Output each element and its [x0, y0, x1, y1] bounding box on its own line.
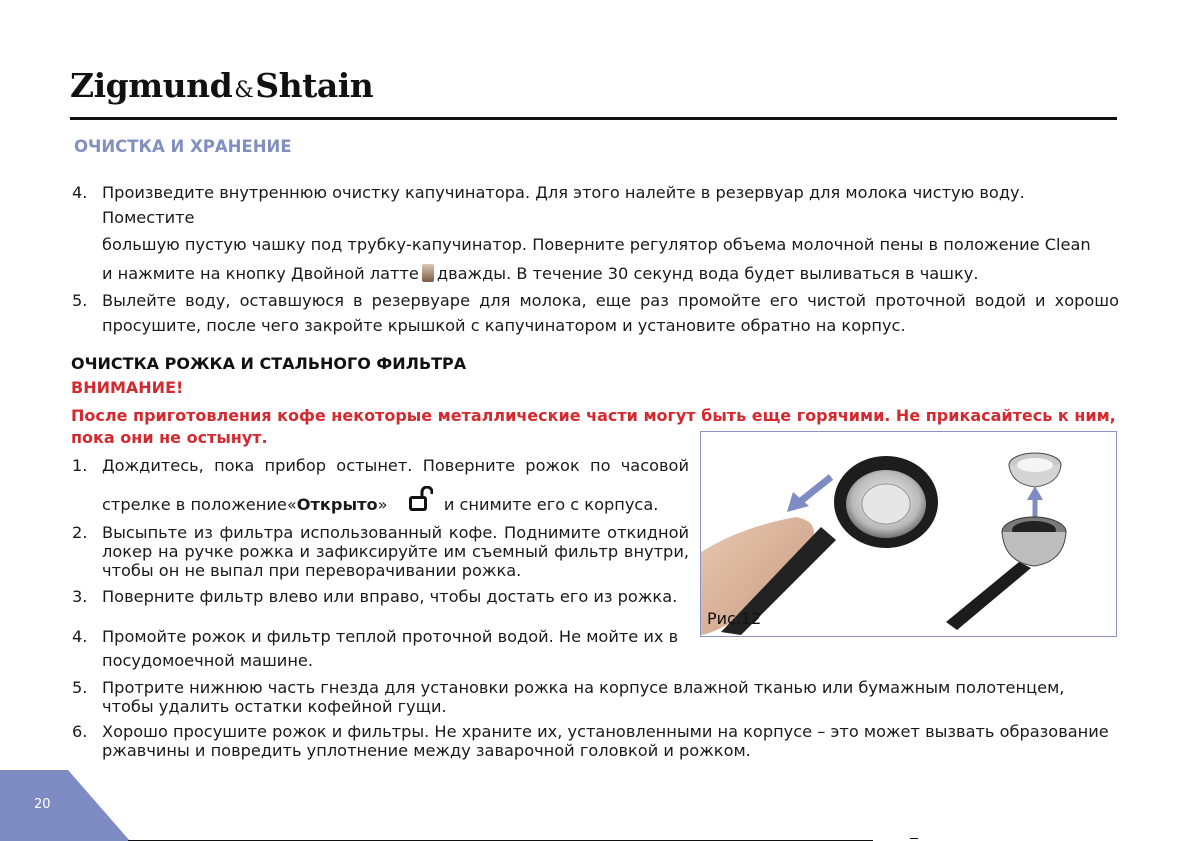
list-item: [72, 678, 1119, 716]
item-text: Поверните фильтр влево или вправо, чтобы достать его из рожка.: [102, 587, 678, 606]
brand-part1: Zigmund: [70, 66, 233, 105]
portafilter-illustration: [701, 432, 1115, 635]
item-text: и снимите его с корпуса.: [443, 495, 659, 514]
item-line: [102, 261, 1119, 286]
section-title-cleaning: ОЧИСТКА И ХРАНЕНИЕ: [74, 137, 292, 156]
item-text: дважды. В течение 30 секунд вода будет выливаться в чашку.: [436, 264, 979, 283]
item-text: Высыпьте из фильтра использованный кофе. Поднимите откидной локер на ручке рожка и зафиксируйте им съемный фильтр внутри, чтобы он не выпал при переворачивании рожка.: [102, 523, 689, 580]
item-number: 4.: [72, 627, 88, 646]
item-number: 4.: [72, 183, 88, 202]
item-line: [102, 486, 689, 517]
brand-logo: [70, 66, 373, 105]
page-number: 20: [34, 797, 51, 812]
item-text: Протрите нижнюю часть гнезда для установки рожка на корпусе влажной тканью или бумажным полотенцем, чтобы удалить остатки кофейной гущи.: [102, 678, 1065, 716]
item-line: большую пустую чашку под трубку-капучинатор. Поверните регулятор объема молочной пены в положение Clean: [102, 235, 1091, 254]
list-item: [72, 453, 689, 517]
list-item: [72, 625, 689, 673]
figure-portafilter-photo: [700, 431, 1117, 637]
item-bold: Открыто: [296, 495, 378, 514]
brand-part2: Shtain: [255, 66, 374, 105]
item-number: 5.: [72, 678, 88, 697]
item-number: 1.: [72, 456, 88, 475]
list-item: [72, 523, 689, 580]
item-line: Промойте рожок и фильтр теплой проточной водой. Не мойте их в: [102, 627, 679, 646]
item-text: стрелке в положение«: [102, 495, 297, 514]
item-text: Хорошо просушите рожок и фильтры. Не храните их, установленными на корпусе – это может вызвать образование ржавчины и повредить уплотнение между заварочной головкой и рожком.: [102, 722, 1109, 760]
warning-title: ВНИМАНИЕ!: [71, 378, 184, 397]
list-item: [72, 722, 1119, 760]
list-item: [72, 584, 689, 609]
bottom-mark: [910, 838, 918, 839]
item-line: посудомоечной машине.: [102, 651, 314, 670]
double-latte-icon: [422, 264, 434, 282]
figure-label: Рис.12: [707, 609, 762, 628]
cleaning-list: [72, 180, 1119, 338]
unlocked-padlock-icon: [409, 486, 433, 512]
brand-amp: &: [234, 78, 254, 103]
item-line: Дождитесь, пока прибор остынет. Поверните рожок по часовой: [102, 456, 689, 475]
portafilter-list: [72, 453, 689, 609]
item-number: 3.: [72, 587, 88, 606]
item-text: и нажмите на кнопку Двойной латте: [102, 264, 419, 283]
item-number: 5.: [72, 291, 88, 310]
page-tab: [0, 770, 130, 841]
warning-text: После приготовления кофе некоторые металлические части могут быть еще горячими. Не прикасайтесь к ним, пока они не остынут.: [71, 406, 1116, 447]
item-line: Произведите внутреннюю очистку капучинатора. Для этого налейте в резервуар для молока чистую воду. Поместите: [102, 183, 1025, 227]
portafilter-list-wide: [72, 678, 1119, 760]
portafilter-list-cont: [72, 625, 689, 673]
item-number: 6.: [72, 722, 88, 741]
list-item: [72, 288, 1119, 338]
header-rule: [70, 117, 1117, 120]
item-text: »: [377, 495, 388, 514]
section-title-portafilter: ОЧИСТКА РОЖКА И СТАЛЬНОГО ФИЛЬТРА: [71, 354, 467, 373]
list-item: [72, 180, 1119, 286]
item-number: 2.: [72, 523, 88, 542]
item-text: Вылейте воду, оставшуюся в резервуаре для молока, еще раз промойте его чистой проточной водой и хорошо просушите, после чего закройте крышкой с капучинатором и установите обратно на корпус.: [102, 291, 1119, 335]
